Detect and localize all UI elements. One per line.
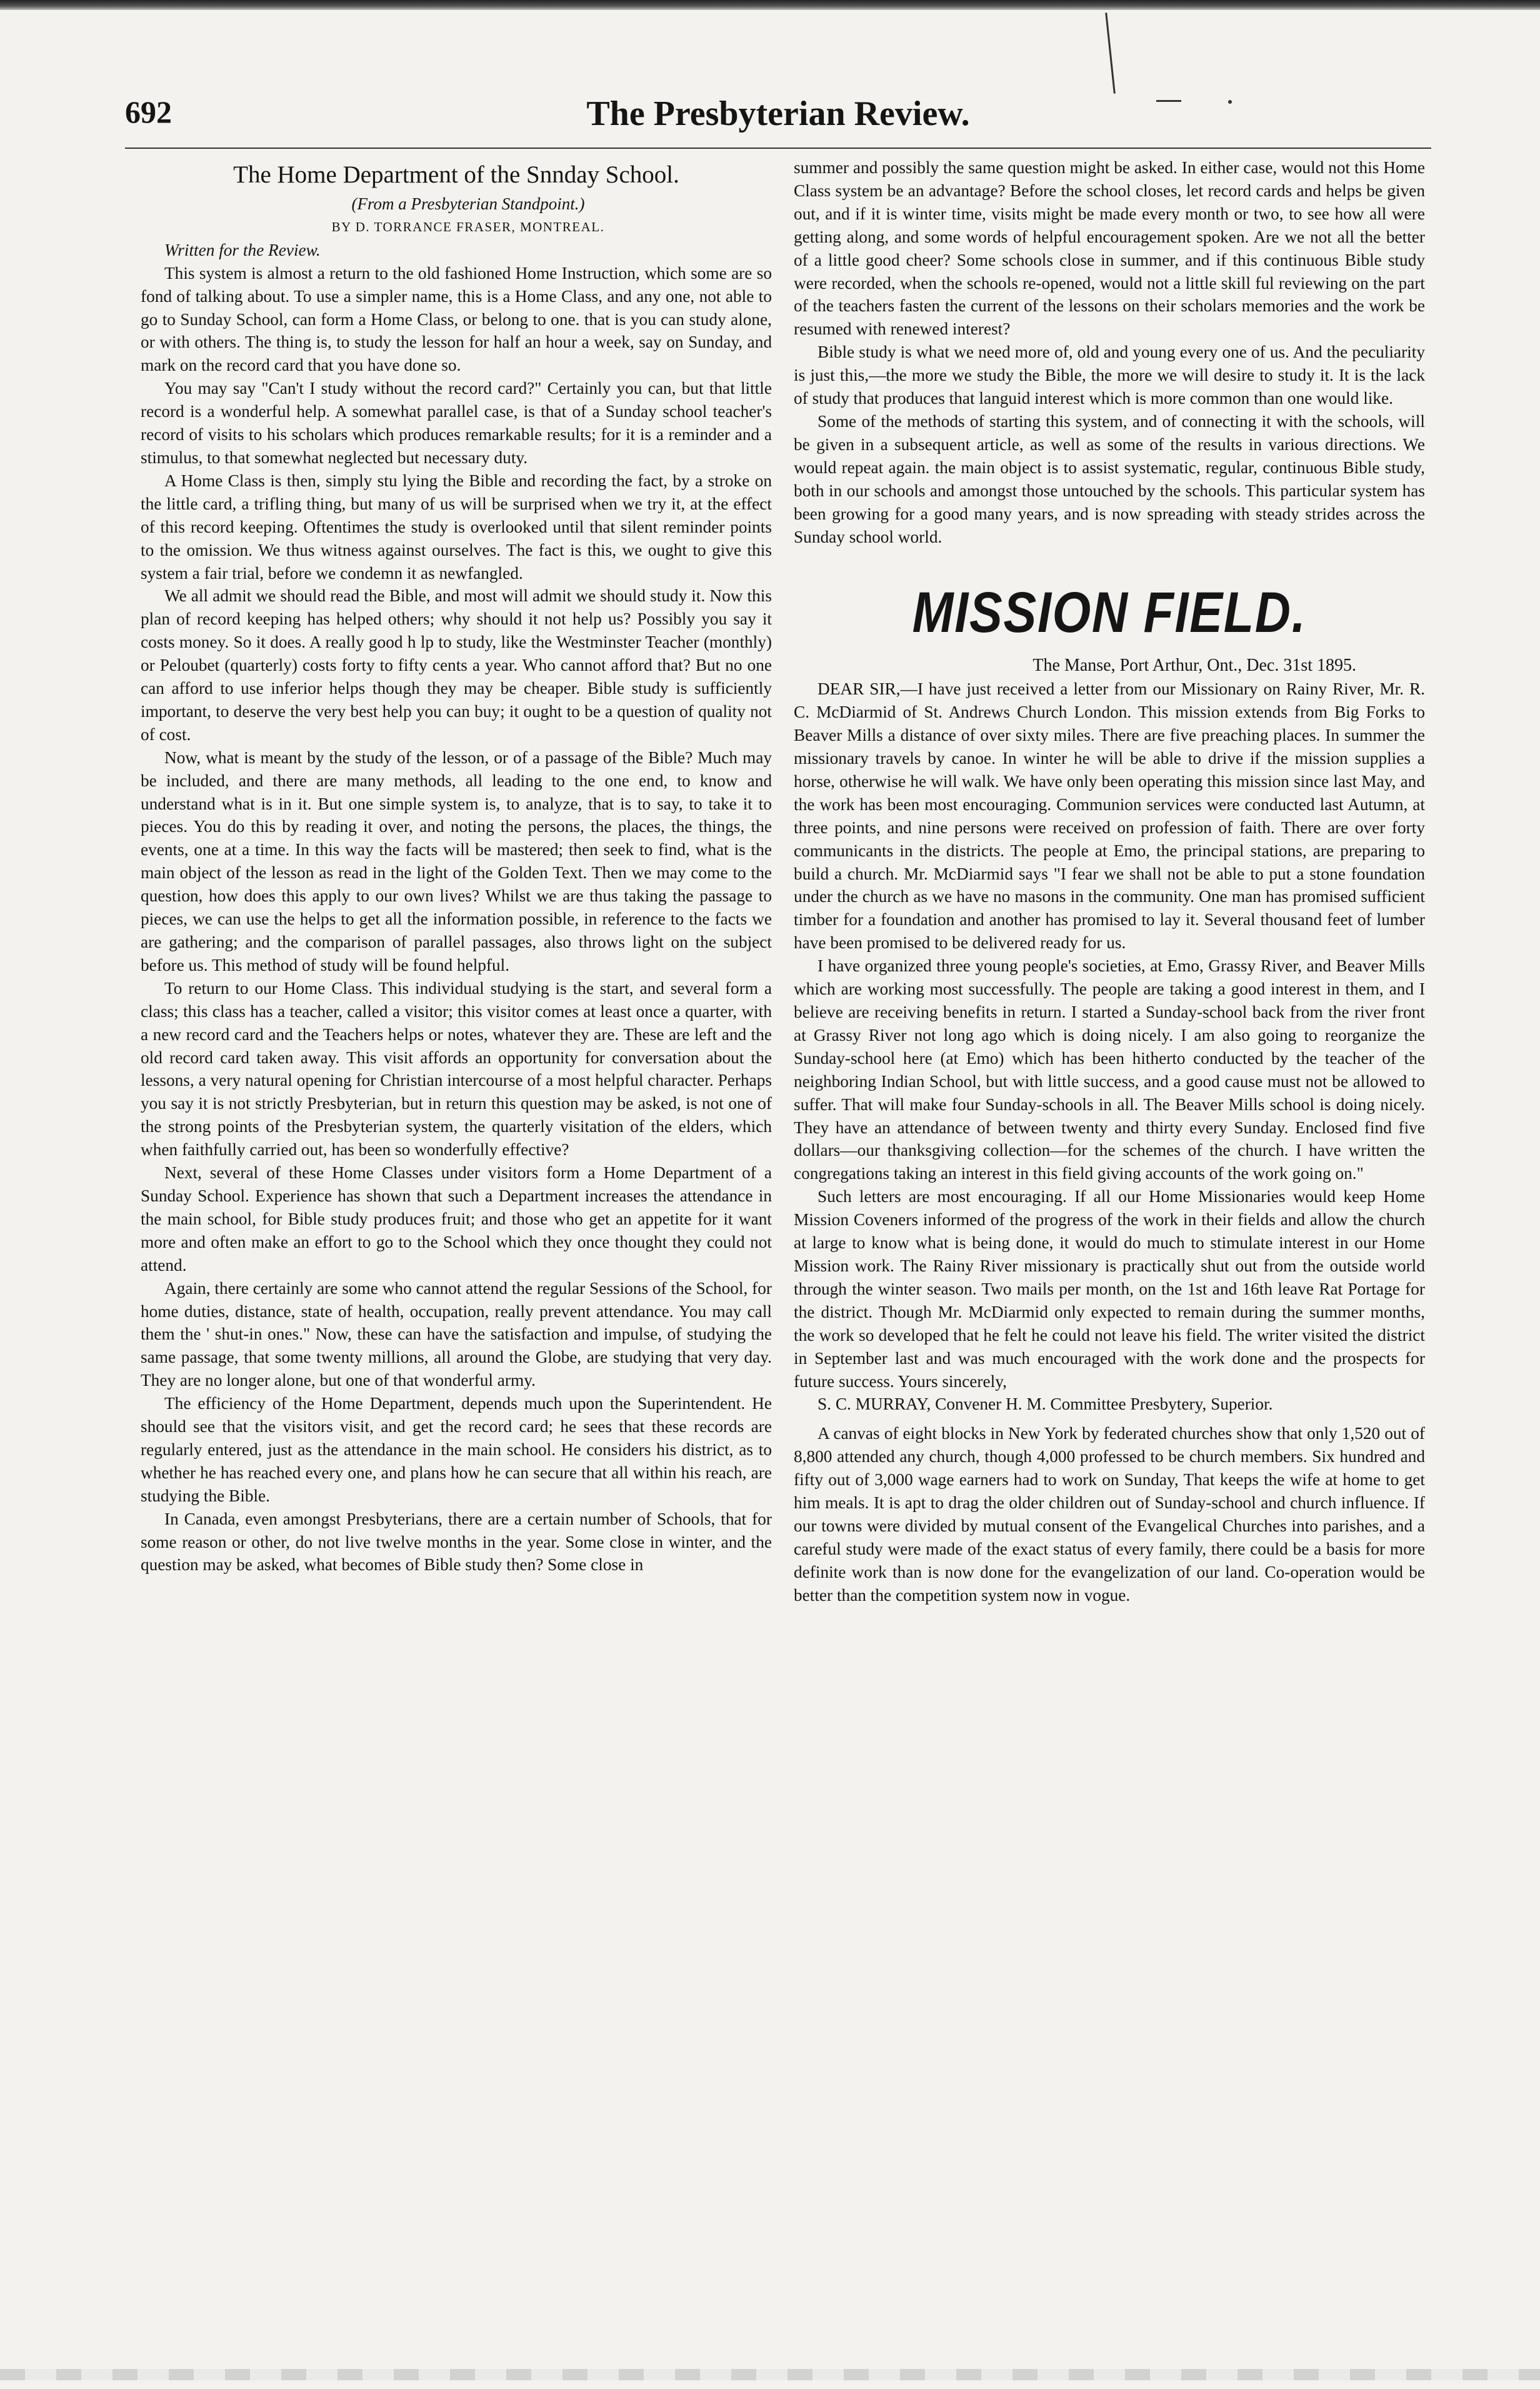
spacer (794, 1416, 1425, 1422)
letter-paragraph: Such letters are most encouraging. If all our Home Missionaries would keep Home Mission Coveners informed of the progress of the work in their fields and allow the church at large to know what is being done, it would do much to stimulate interest in our Home Mission work. The Rainy River missionary is practically shut out from the outside world through the winter season. Two mails per month, on the 1st and 16th leave Rat Portage for the district. Though Mr. McDiarmid only expected to remain during the summer months, the work so developed that he felt he could not leave his field. The writer visited the district in September last and was much encouraged with the work done and the prospects for future success. Yours sincerely, (794, 1187, 1425, 1391)
letter-dateline: The Manse, Port Arthur, Ont., Dec. 31st 1895. (1032, 656, 1356, 676)
left-column (141, 156, 772, 1576)
letter-signature: S. C. MURRAY, Convener H. M. Committee Presbytery, Superior. (818, 1395, 1273, 1414)
article-paragraph: You may say "Can't I study without the record card?" Certainly you can, but that little record is a wonderful help. A somewhat parallel case, is that of a Sunday school teacher's record of visits to his scholars which produces remarkable results; for it is a reminder and a stimulus, to that somewhat neglected but necessary duty. (141, 379, 772, 467)
article-title: The Home Department of the Snnday School. (233, 161, 679, 188)
article-paragraph: This system is almost a return to the old fashioned Home Instruction, which some are so fond of talking about. To use a simpler name, this is a Home Class, and any one, not able to go to Sunday School, can form a Home Class, or belong to one. that is you can study alone, or with others. The thing is, to study the lesson for half an hour a week, say on Sunday, and mark on the record card that you have done so. (141, 263, 772, 375)
mission-field-heading: MISSION FIELD. (912, 581, 1307, 645)
article-paragraph: Bible study is what we need more of, old and young every one of us. And the peculiarity is just this,—the more we study the Bible, the more we will desire to study it. It is the lack of study that produces that languid interest which is more common than one would like. (794, 343, 1425, 408)
page-bottom-edge (0, 2369, 1540, 2380)
article-source: (From a Presbyterian Standpoint.) (351, 194, 585, 213)
written-for-note: Written for the Review. (164, 240, 321, 259)
right-column (794, 156, 1425, 1607)
article-paragraph: The efficiency of the Home Department, depends much upon the Superintendent. He should see that the visitors visit, and get the record card; he sees that these records are regularly entered, just as the attendance in the main school. He considers his district, as to whether he has reached every one, and plans how he can secure that all within his reach, are studying the Bible. (141, 1394, 772, 1505)
article-paragraph: To return to our Home Class. This individual studying is the start, and several form a class; this class has a teacher, called a visitor; this visitor comes at least once a quarter, with a new record card and the Teachers helps or notes, whatever they are. These are left and the old record card taken away. This visit affords an opportunity for conversation about the lessons, a very natural opening for Christian intercourse of a most helpful character. Perhaps you say it is not strictly Presbyterian, but in return this question may be asked, is not one of the strong points of the Presbyterian system, the quarterly visitation of the elders, which when faithfully carried out, has been so wonderfully effective? (141, 978, 772, 1159)
page-header (125, 94, 1431, 144)
article-byline: BY D. TORRANCE FRASER, MONTREAL. (331, 219, 605, 234)
header-rule (125, 148, 1431, 149)
article-paragraph: Again, there certainly are some who cannot attend the regular Sessions of the School, for home duties, distance, state of health, occupation, really prevent attendance. You may call them the ' shut-in ones." Now, these can have the satisfaction and impulse, of studying the same passage, that some twenty millions, all around the Globe, are studying that very day. They are no longer alone, but one of that wonderful army. (141, 1278, 772, 1390)
journal-title: The Presbyterian Review. (586, 94, 970, 133)
page-top-edge (0, 0, 1540, 10)
article-paragraph: In Canada, even amongst Presbyterians, there are a certain number of Schools, that for some reason or other, do not live twelve months in the year. Some close in winter, and the question may be asked, what becomes of Bible study then? Some close in (141, 1509, 772, 1575)
letter-paragraph: I have organized three young people's societies, at Emo, Grassy River, and Beaver Mills which are working most successfully. The people are taking a good interest in them, and I believe are receiving benefits in return. I started a Sunday-school back from the river front at Grassy River not long ago which is doing nicely. I am also going to reorganize the Sunday-school here (at Emo) which has been hitherto conducted by the teacher of the neighboring Indian School, but with little success, and a good cause must not be allowed to suffer. That will make four Sunday-schools in all. The Beaver Mills school is doing nicely. They have an attendance of between twenty and thirty every Sunday. Enclosed find five dollars—our thanksgiving collection—for the schemes of the church. I have written the congregations taking an interest in this field giving accounts of the work going on." (794, 956, 1425, 1183)
article-paragraph: Some of the methods of starting this system, and of connecting it with the schools, will be given in a subsequent article, as well as some of the results in various directions. We would repeat again. the main object is to assist systematic, regular, continuous Bible study, both in our schools and amongst those untouched by the schools. This particular system has been growing for a good many years, and is now spreading with steady strides across the Sunday school world. (794, 411, 1425, 546)
page-number: 692 (125, 94, 172, 129)
article-paragraph: summer and possibly the same question might be asked. In either case, would not this Home Class system be an advantage? Before the school closes, let record cards and helps be given out, and if it is winter time, visits might be made every month or two, to see how all were getting along, and some words of helpful encouragement spoken. Are we not all the better of a little good cheer? Some schools close in summer, and if this continuous Bible study were recorded, when the schools re-opened, would not a little skill ful reviewing on the part of the teachers fasten the current of the lessons on their scholars memories and the work be resumed with renewed interest? (794, 158, 1425, 339)
article-paragraph: Next, several of these Home Classes under visitors form a Home Department of a Sunday School. Experience has shown that such a Department increases the attendance in the main school, for Bible study produces fruit; and those who get an appetite for it want more and often make an effort to go to the School which they once thought they could not attend. (141, 1163, 772, 1275)
article-paragraph: Now, what is meant by the study of the lesson, or of a passage of the Bible? Much may be included, and there are many methods, all leading to the one end, to know and understand what is in it. But one simple system is, to analyze, that is to say, to take it to pieces. You do this by reading it over, and noting the persons, the places, the things, the events, one at a time. In this way the facts will be mastered; then seek to find, what is the main object of the lesson as read in the light of the Golden Text. Then we may come to the question, how does this apply to our own lives? Whilst we are thus taking the passage to pieces, we can use the helps to get all the information possible, in reference to the facts we are gathering; and the comparison of parallel passages, also throws light on the subject before us. This method of study will be found helpful. (141, 748, 772, 974)
article-paragraph: We all admit we should read the Bible, and most will admit we should study it. Now this plan of record keeping has helped others; why should it not help us? Possibly you say it costs money. So it does. A really good h lp to study, like the Westminster Teacher (monthly) or Peloubet (quarterly) costs forty to fifty cents a year. Who cannot afford that? But no one can afford to use inferior helps though they may be cheaper. Bible study is sufficiently important, to deserve the very best help you can buy; it ought to be a question of quality not of cost. (141, 586, 772, 744)
scan-mark (1105, 13, 1116, 94)
letter-paragraph: DEAR SIR,—I have just received a letter from our Missionary on Rainy River, Mr. R. C. McDiarmid of St. Andrews Church London. This mission extends from Big Forks to Beaver Mills a distance of over sixty miles. There are five preaching places. In summer the missionary travels by canoe. In winter he will be able to drive if the mission supplies a horse, otherwise he will walk. We have only been operating this mission since last May, and the work has been most encouraging. Communion services were conducted last Autumn, at three points, and nine persons were received on profession of faith. There are over forty communicants in the districts. The people at Emo, the principal stations, are preparing to build a church. Mr. McDiarmid says "I fear we shall not be able to put a stone foundation under the church as we have no masons in the community. One man has promised sufficient timber for a foundation and another has promised to lay it. Several thousand feet of lumber have been promised to be delivered ready for us. (794, 679, 1425, 953)
news-paragraph: A canvas of eight blocks in New York by federated churches show that only 1,520 out of 8,800 attended any church, though 4,000 professed to be church members. Six hundred and fifty out of 3,000 wage earners had to work on Sunday, That keeps the wife at home to get him meals. It is apt to drag the older children out of Sunday-school and church influence. If our towns were divided by mutual consent of the Evangelical Churches into parishes, and a careful study were made of the exact status of every family, there could be a basis for more definite work than is now done for the evangelization of our land. Co-operation would be better than the competition system now in vogue. (794, 1424, 1425, 1605)
article-paragraph: A Home Class is then, simply stu lying the Bible and recording the fact, by a stroke on the little card, a trifling thing, but many of us will be surprised when we try it, at the effect of this record keeping. Oftentimes the study is overlooked until that silent reminder points to the omission. We thus witness against ourselves. The fact is this, we ought to give this system a fair trial, before we condemn it as newfangled. (141, 471, 772, 583)
